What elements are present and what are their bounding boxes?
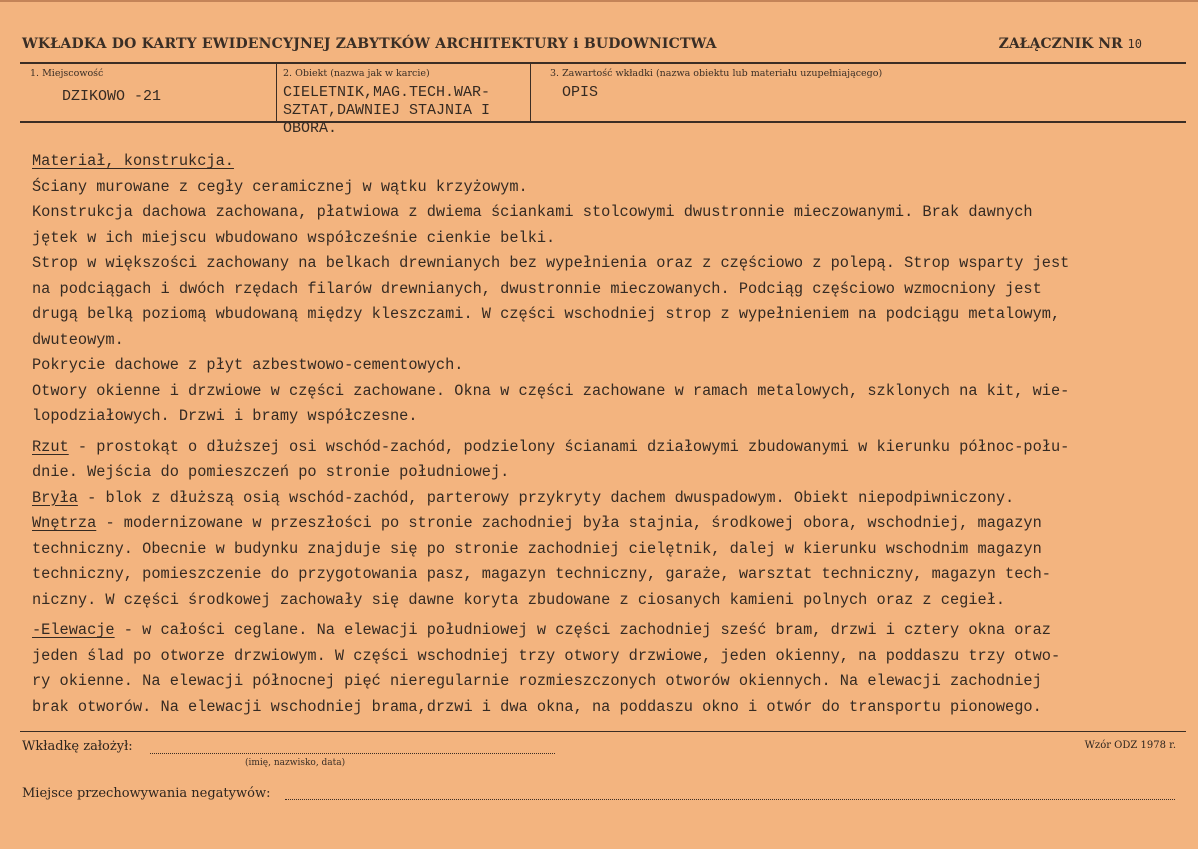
field-divider-2 xyxy=(530,63,531,121)
body-line: techniczny. Obecnie w budynku znajduje się po stronie zachodniej cielętnik, dalej w kierunku wschodnim magazyn xyxy=(32,539,1042,558)
body-line: na podciągach i dwóch rzędach filarów drewnianych, dwustronnie mieczowanych. Podciąg częściowo wzmocniony jest xyxy=(32,279,1042,298)
body-line: techniczny, pomieszczenie do przygotowania pasz, magazyn techniczny, garaże, warsztat techniczny, magazyn tech- xyxy=(32,565,1051,583)
card-title: WKŁADKA DO KARTY EWIDENCYJNEJ ZABYTKÓW ARCHITEKTURY i BUDOWNICTWA xyxy=(22,36,717,52)
content-value: OPIS xyxy=(562,84,599,101)
author-dotline xyxy=(150,753,555,754)
author-label: Wkładkę założył: xyxy=(22,739,133,754)
negatives-dotline xyxy=(285,799,1175,800)
body-line: Strop w większości zachowany na belkach drewnianych bez wypełnienia oraz z częściowo z polepą. Strop wsparty jest xyxy=(32,254,1070,272)
interior-term: Wnętrza xyxy=(32,514,97,532)
object-value-line: CIELETNIK,MAG.TECH.WAR- xyxy=(283,84,491,101)
body-line: dwuteowym. xyxy=(32,330,124,349)
form-version: Wzór ODZ 1978 r. xyxy=(1084,740,1176,751)
description-body xyxy=(32,149,1192,720)
negatives-label: Miejsce przechowywania negatywów: xyxy=(22,786,271,801)
body-line: drugą belką poziomą wbudowaną między kleszczami. W części wschodniej strop z wypełnieniem na podciągu metalowym, xyxy=(32,305,1061,323)
body-line: dnie. Wejścia do pomieszczeń po stronie południowej. xyxy=(32,463,510,481)
mass-term: Bryła xyxy=(32,488,78,507)
body-line: Pokrycie dachowe z płyt azbestwowo-cementowych. xyxy=(32,356,464,374)
object-value xyxy=(283,84,490,138)
field-divider-1 xyxy=(276,63,277,121)
plan-text: - prostokąt o dłuższej osi wschód-zachód, podzielony ścianami działowymi zbudowanymi w kierunku północ-połu- xyxy=(68,437,1070,456)
elevation-line xyxy=(32,618,1192,644)
locality-value: DZIKOWO -21 xyxy=(62,88,162,105)
annex-number-value: 10 xyxy=(1127,37,1142,51)
elevation-term: -Elewacje xyxy=(32,621,115,639)
plan-term: Rzut xyxy=(32,437,69,456)
body-line: brak otworów. Na elewacji wschodniej brama,drzwi i dwa okna, na poddaszu okno i otwór do transportu pionowego. xyxy=(32,697,1042,716)
elevation-text: - w całości ceglane. Na elewacji południowej w części zachodniej sześć bram, drzwi i cztery okna oraz xyxy=(114,621,1051,639)
interior-line xyxy=(32,511,1192,537)
object-label: 2. Obiekt (nazwa jak w karcie) xyxy=(283,68,430,79)
body-line: jeden ślad po otworze drzwiowym. W części wschodniej trzy otwory drzwiowe, jeden okienny, na poddaszu trzy otwo- xyxy=(32,646,1061,665)
body-line: jętek w ich miejscu wbudowano współcześnie cienkie belki. xyxy=(32,228,556,247)
interior-text: - modernizowane w przeszłości po stronie zachodniej była stajnia, środkowej obora, wschodniej, magazyn xyxy=(96,514,1042,532)
plan-line xyxy=(32,435,1192,461)
body-line: ry okienne. Na elewacji północnej pięć nieregularnie rozmieszczonych otworów okiennych. Na elewacji zachodniej xyxy=(32,672,1042,690)
object-value-line: SZTAT,DAWNIEJ STAJNIA I xyxy=(283,102,491,119)
body-line: niczny. W części środkowej zachowały się dawne koryta zbudowane z ciosanych kamieni polnych oraz z cegieł. xyxy=(32,590,1006,609)
author-hint: (imię, nazwisko, data) xyxy=(245,758,346,768)
header-rule xyxy=(20,62,1186,64)
body-line: Otwory okienne i drzwiowe w części zachowane. Okna w części zachowane w ramach metalowych, szklonych na kit, wie- xyxy=(32,381,1070,400)
material-heading: Materiał, konstrukcja. xyxy=(32,152,234,170)
content-label: 3. Zawartość wkładki (nazwa obiektu lub materiału uzupełniającego) xyxy=(550,68,883,79)
footer-rule xyxy=(20,731,1186,732)
body-line: lopodziałowych. Drzwi i bramy współczesne. xyxy=(32,407,418,425)
annex-number xyxy=(999,36,1142,52)
body-line: Konstrukcja dachowa zachowana, płatwiowa z dwiema ściankami stolcowymi dwustronnie mieczowanymi. Brak dawnych xyxy=(32,203,1033,221)
mass-line xyxy=(32,486,1192,512)
object-value-line: OBORA. xyxy=(283,120,338,137)
locality-label: 1. Miejscowość xyxy=(30,68,104,79)
annex-label: ZAŁĄCZNIK NR xyxy=(998,36,1123,52)
fields-rule xyxy=(20,121,1186,123)
body-line: Ściany murowane z cegły ceramicznej w wątku krzyżowym. xyxy=(32,177,528,196)
mass-text: - blok z dłuższą osią wschód-zachód, parterowy przykryty dachem dwuspadowym. Obiekt niepodpiwniczony. xyxy=(77,488,1015,507)
